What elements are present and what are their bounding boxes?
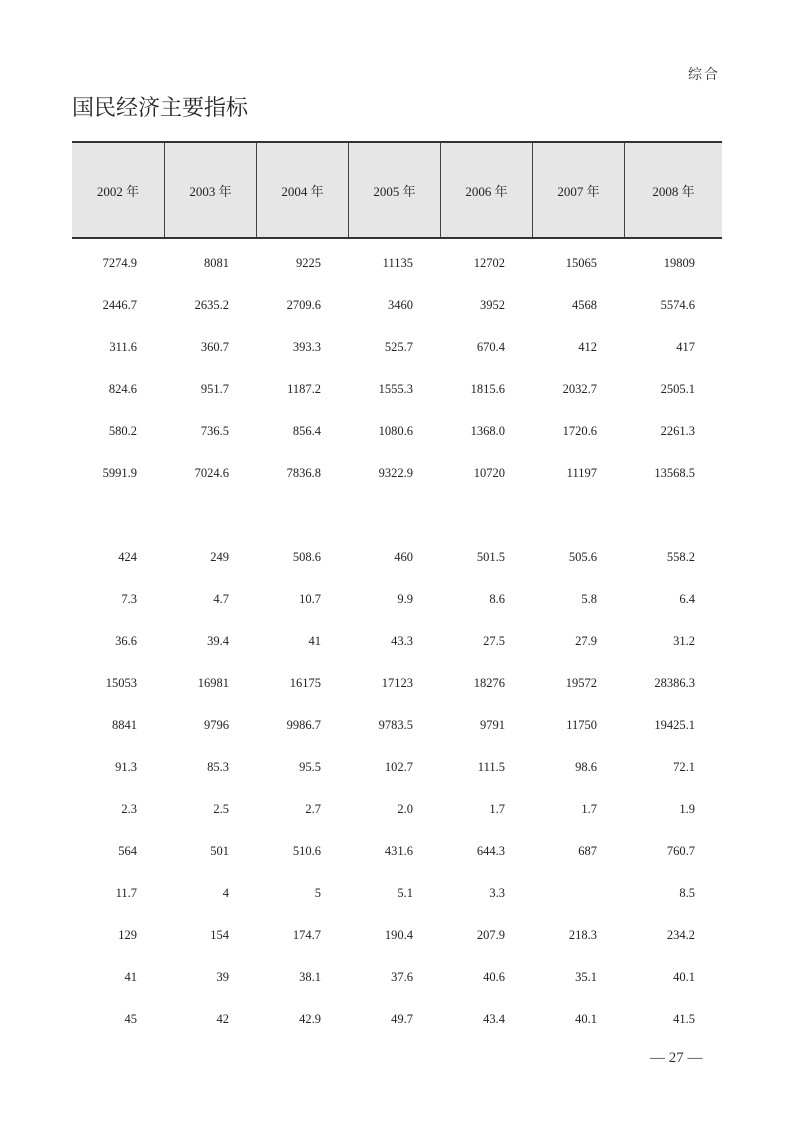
table-cell: 2635.2 [194, 298, 229, 312]
table-cell: 9783.5 [378, 718, 413, 732]
table-cell: 580.2 [108, 424, 137, 438]
table-cell: 38.1 [299, 970, 321, 984]
table-cell: 5574.6 [660, 298, 695, 312]
table-cell: 28386.3 [654, 676, 695, 690]
section-label: 综合 [688, 68, 720, 83]
table-cell: 37.6 [391, 970, 413, 984]
table-cell: 6.4 [679, 592, 695, 606]
table-row [72, 337, 722, 357]
table-cell: 19809 [663, 256, 695, 270]
table-cell: 412 [578, 340, 597, 354]
table-cell: 13568.5 [654, 466, 695, 480]
table-cell: 234.2 [666, 928, 695, 942]
table-cell: 525.7 [384, 340, 413, 354]
page-title: 国民经济主要指标 [72, 95, 249, 120]
table-cell: 460 [394, 550, 413, 564]
table-cell: 36.6 [115, 634, 137, 648]
table-cell: 18276 [473, 676, 505, 690]
table-cell: 501.5 [476, 550, 505, 564]
table-cell: 16175 [289, 676, 321, 690]
table-cell: 3.3 [489, 886, 505, 900]
table-cell: 1.7 [489, 802, 505, 816]
table-cell: 8081 [204, 256, 229, 270]
table-cell: 2.3 [121, 802, 137, 816]
table-row [72, 925, 722, 945]
table-cell: 10.7 [299, 592, 321, 606]
table-cell: 7.3 [121, 592, 137, 606]
table-row [72, 379, 722, 399]
indicator-table [72, 141, 722, 1026]
table-cell: 9225 [296, 256, 321, 270]
table-cell: 249 [210, 550, 229, 564]
table-cell: 154 [210, 928, 229, 942]
table-cell: 129 [118, 928, 137, 942]
table-cell: 4 [222, 886, 229, 900]
table-cell: 2032.7 [562, 382, 597, 396]
table-cell: 98.6 [575, 760, 597, 774]
table-cell: 9986.7 [286, 718, 321, 732]
table-cell: 2709.6 [286, 298, 321, 312]
column-header: 2007 年 [532, 143, 624, 237]
table-row [72, 1009, 722, 1029]
table-cell: 431.6 [384, 844, 413, 858]
table-cell: 15053 [105, 676, 137, 690]
table-cell: 4.7 [213, 592, 229, 606]
table-cell: 41 [124, 970, 137, 984]
table-cell: 1080.6 [378, 424, 413, 438]
table-cell: 856.4 [292, 424, 321, 438]
column-header: 2005 年 [348, 143, 440, 237]
table-cell: 644.3 [476, 844, 505, 858]
table-row [72, 715, 722, 735]
table-cell: 311.6 [109, 340, 137, 354]
table-cell: 2261.3 [660, 424, 695, 438]
table-cell: 85.3 [207, 760, 229, 774]
table-cell: 8.6 [489, 592, 505, 606]
table-cell: 2446.7 [102, 298, 137, 312]
table-cell: 190.4 [384, 928, 413, 942]
table-cell: 558.2 [666, 550, 695, 564]
table-cell: 42.9 [299, 1012, 321, 1026]
table-cell: 1555.3 [378, 382, 413, 396]
table-cell: 11.7 [115, 886, 137, 900]
table-cell: 35.1 [575, 970, 597, 984]
table-row [72, 757, 722, 777]
table-row [72, 421, 722, 441]
table-cell: 505.6 [568, 550, 597, 564]
table-row [72, 547, 722, 567]
table-cell: 951.7 [200, 382, 229, 396]
table-cell: 7024.6 [194, 466, 229, 480]
table-cell: 501 [210, 844, 229, 858]
table-cell: 27.9 [575, 634, 597, 648]
table-cell: 42 [216, 1012, 229, 1026]
table-cell: 424 [118, 550, 137, 564]
table-cell: 8841 [112, 718, 137, 732]
table-row [72, 799, 722, 819]
table-cell: 4568 [572, 298, 597, 312]
table-cell: 670.4 [476, 340, 505, 354]
table-cell: 8.5 [679, 886, 695, 900]
table-cell: 1720.6 [562, 424, 597, 438]
table-header [72, 141, 722, 239]
table-cell: 2.0 [397, 802, 413, 816]
table-cell: 5.8 [581, 592, 597, 606]
table-cell: 41.5 [673, 1012, 695, 1026]
table-cell: 43.3 [391, 634, 413, 648]
table-cell: 5 [314, 886, 321, 900]
table-cell: 11197 [566, 466, 597, 480]
table-cell: 7274.9 [102, 256, 137, 270]
table-row [72, 295, 722, 315]
table-row [72, 631, 722, 651]
column-header: 2002 年 [96, 183, 140, 199]
table-cell: 95.5 [299, 760, 321, 774]
column-header: 2006 年 [440, 143, 532, 237]
table-cell: 19572 [565, 676, 597, 690]
table-cell: 11135 [382, 256, 413, 270]
table-cell: 760.7 [666, 844, 695, 858]
table-cell: 2505.1 [660, 382, 695, 396]
table-cell: 5.1 [397, 886, 413, 900]
table-cell: 43.4 [483, 1012, 505, 1026]
table-cell: 1815.6 [470, 382, 505, 396]
table-cell: 417 [676, 340, 695, 354]
column-header: 2008 年 [624, 143, 722, 237]
column-header: 2003 年 [164, 143, 256, 237]
table-row [72, 967, 722, 987]
table-cell: 39 [216, 970, 229, 984]
table-cell: 17123 [381, 676, 413, 690]
table-cell: 1368.0 [470, 424, 505, 438]
table-cell: 1.7 [581, 802, 597, 816]
table-cell: 9.9 [397, 592, 413, 606]
table-cell: 510.6 [292, 844, 321, 858]
table-cell: 27.5 [483, 634, 505, 648]
table-cell: 1187.2 [287, 382, 321, 396]
table-cell: 12702 [473, 256, 505, 270]
table-cell [532, 883, 624, 903]
table-cell: 41 [308, 634, 321, 648]
table-row [72, 673, 722, 693]
table-cell: 72.1 [673, 760, 695, 774]
table-cell: 9791 [480, 718, 505, 732]
table-cell: 5991.9 [102, 466, 137, 480]
table-cell: 174.7 [292, 928, 321, 942]
table-cell: 16981 [197, 676, 229, 690]
table-cell: 31.2 [673, 634, 695, 648]
table-cell: 10720 [473, 466, 505, 480]
table-cell: 3952 [480, 298, 505, 312]
table-cell: 736.5 [200, 424, 229, 438]
table-row [72, 841, 722, 861]
table-cell: 218.3 [568, 928, 597, 942]
table-cell: 9796 [204, 718, 229, 732]
table-row [72, 463, 722, 483]
table-cell: 7836.8 [286, 466, 321, 480]
table-row [72, 253, 722, 273]
table-cell: 824.6 [108, 382, 137, 396]
table-cell: 9322.9 [378, 466, 413, 480]
table-cell: 564 [118, 844, 137, 858]
table-cell: 39.4 [207, 634, 229, 648]
table-row [72, 883, 722, 903]
table-cell: 40.6 [483, 970, 505, 984]
table-cell: 2.5 [213, 802, 229, 816]
page-number: — 27 — [650, 1050, 703, 1066]
table-cell: 11750 [566, 718, 597, 732]
table-cell: 19425.1 [654, 718, 695, 732]
table-cell: 49.7 [391, 1012, 413, 1026]
table-cell: 102.7 [384, 760, 413, 774]
table-cell: 360.7 [200, 340, 229, 354]
table-cell: 207.9 [476, 928, 505, 942]
table-cell: 2.7 [305, 802, 321, 816]
table-cell: 45 [124, 1012, 137, 1026]
table-cell: 687 [578, 844, 597, 858]
table-cell: 91.3 [115, 760, 137, 774]
table-cell: 40.1 [575, 1012, 597, 1026]
table-cell: 1.9 [679, 802, 695, 816]
table-cell: 508.6 [292, 550, 321, 564]
table-cell: 111.5 [477, 760, 505, 774]
table-cell: 393.3 [292, 340, 321, 354]
table-cell: 3460 [388, 298, 413, 312]
table-cell: 40.1 [673, 970, 695, 984]
column-header: 2004 年 [256, 143, 348, 237]
table-cell: 15065 [565, 256, 597, 270]
table-row [72, 589, 722, 609]
